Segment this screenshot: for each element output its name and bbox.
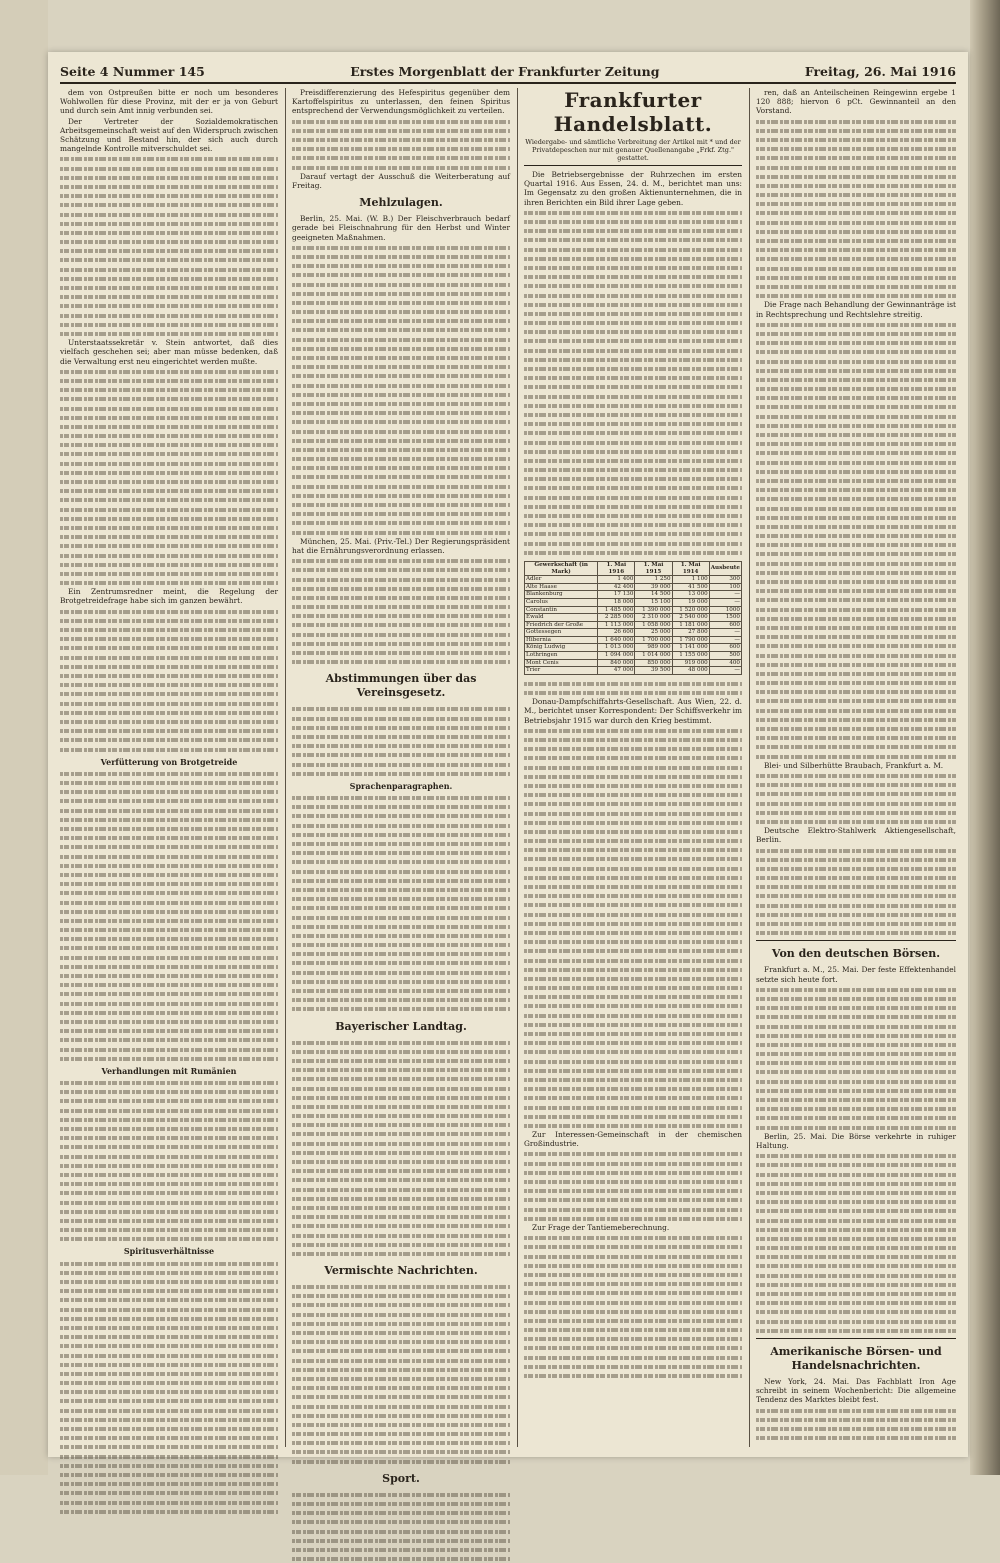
table-cell: 47 000 [598,667,635,675]
article-paragraph: Donau-Dampfschiffahrts-Gesellschaft. Aus Wien, 22. d. M., berichtet unser Korrespondent: Der Schiffsverkehr im Betriebsjahr 1915 war durch den Krieg bestimmt. [524,697,742,725]
table-cell: 26 600 [598,629,635,637]
table-cell: 2 285 000 [598,614,635,622]
table-cell: 1000 [709,606,741,614]
page-number: Seite 4 Nummer 145 [60,63,205,79]
table-row [525,629,742,637]
article-paragraph: dem von Ostpreußen bitte er noch um besonderes Wohlwollen für diese Provinz, mit der er ja von Geburt und durch sein Amt innig verbunden sei. [60,88,278,116]
table-cell: 1 520 000 [672,606,709,614]
table-header-row [525,561,742,575]
table-cell: 39 500 [635,667,672,675]
article-paragraph: Frankfurt a. M., 25. Mai. Der feste Effektenhandel setzte sich heute fort. [756,965,956,984]
article-paragraph: New York, 24. Mai. Das Fachblatt Iron Age schreibt in seinem Wochenbericht: Die allgemeine Tendenz des Marktes bleibt fest. [756,1376,956,1405]
section-heading: Verhandlungen mit Rumänien [101,1065,237,1076]
table-cell: Ewald [525,614,598,622]
table-header-cell: Ausbeute [709,561,741,575]
table-cell: 1 014 000 [635,652,672,660]
table-row [525,621,742,629]
article-paragraph: Zur Frage der Tantiemeberechnung. [532,1222,670,1232]
table-row [525,652,742,660]
article-paragraph: Preisdifferenzierung des Hefespiritus gegenüber dem Kartoffelspiritus zu unterlassen, den feinen Spiritus entsprechend der Verwendungsmöglichkeit zu verteilen. [292,88,510,116]
section-heading: Spiritusverhältnisse [123,1246,215,1257]
article-paragraph: Deutsche Elektro-Stahlwerk Aktiengesellschaft, Berlin. [756,826,956,845]
table-cell: 39 000 [635,583,672,591]
table-cell: 14 500 [635,591,672,599]
scan-binding-edge [970,0,1000,1475]
table-cell: 919 000 [672,659,709,667]
table-cell: 1 094 000 [598,652,635,660]
table-cell: 840 000 [598,659,635,667]
table-cell: — [709,598,741,606]
table-cell: 1 700 000 [635,636,672,644]
table-cell: Blankenburg [525,591,598,599]
table-cell: 1 400 [598,576,635,584]
masthead: Erstes Morgenblatt der Frankfurter Zeitung [350,63,660,79]
table-cell: 27 800 [672,629,709,637]
article-paragraph: Berlin, 25. Mai. Die Börse verkehrte in ruhiger Haltung. [756,1131,956,1150]
table-cell: — [709,667,741,675]
table-cell: 1 485 000 [598,606,635,614]
table-row [525,644,742,652]
article-paragraph: Darauf vertagt der Ausschuß die Weiterberatung auf Freitag. [292,171,510,190]
article-paragraph: München, 25. Mai. (Priv.-Tel.) Der Regierungspräsident hat die Ernährungsverordnung erlassen. [292,536,510,555]
section-heading: Bayerischer Landtag. [335,1019,467,1033]
section-heading: Verfütterung von Brotgetreide [100,756,238,767]
table-cell: Trier [525,667,598,675]
table-cell: — [709,629,741,637]
reprint-note: Wiedergabe- und sämtliche Verbreitung der Artikel mit * und der Privatdepeschen nur mit genauer Quellenangabe „Frkf. Ztg." gestattet. [524,138,742,166]
table-header-cell: 1. Mai 1916 [598,561,635,575]
page-header [60,60,956,84]
section-heading: Mehlzulagen. [359,196,443,210]
table-cell: 600 [709,644,741,652]
table-cell: 100 [709,583,741,591]
table-cell: 1 155 000 [672,652,709,660]
table-cell: 1 181 000 [672,621,709,629]
table-cell: 300 [709,576,741,584]
table-cell: — [709,636,741,644]
column-1 [60,88,278,1447]
table-cell: 25 000 [635,629,672,637]
table-cell: 2 540 000 [672,614,709,622]
section-heading: Amerikanische Börsen- und Handelsnachrichten. [770,1344,942,1372]
column-3 [524,88,742,1447]
table-cell: 1 013 000 [598,644,635,652]
table-row [525,667,742,675]
table-cell: 989 000 [635,644,672,652]
table-cell: 1 640 000 [598,636,635,644]
table-cell: 41 500 [672,583,709,591]
table-cell: 1 790 000 [672,636,709,644]
article-paragraph: Der Vertreter der Sozialdemokratischen Arbeitsgemeinschaft weist auf den Widerspruch zwischen Schätzung und Bestand hin, der sich auch durch mangelnde Kontrolle mitverschuldet sei. [60,116,278,154]
table-body [525,576,742,675]
table-cell: Lothringen [525,652,598,660]
table-cell: 600 [709,621,741,629]
gewerkschaft-table [524,561,742,675]
table-cell: 1 100 [672,576,709,584]
article-paragraph: Blei- und Silberhütte Braubach, Frankfurt a. M. [764,760,944,770]
article-paragraph: Unterstaatssekretär v. Stein antwortet, daß dies vielfach geschehen sei; aber man müsse bedenken, daß die Verwaltung erst neu eingerichtet werden mußte. [60,338,278,366]
table-cell: 850 000 [635,659,672,667]
table-row [525,576,742,584]
table-cell: Gottessegen [525,629,598,637]
section-heading: Vermischte Nachrichten. [324,1264,478,1278]
handelsblatt-title: Frankfurter Handelsblatt. [553,88,713,136]
table-header-cell: 1. Mai 1915 [635,561,672,575]
table-cell: 48 000 [672,667,709,675]
table-cell: 1 390 000 [635,606,672,614]
table-cell: 18 000 [598,598,635,606]
table-cell: — [709,591,741,599]
table-row [525,606,742,614]
section-heading: Sport. [382,1471,420,1485]
issue-date: Freitag, 26. Mai 1916 [804,63,956,79]
column-rule [749,88,750,1447]
table-header-cell: 1. Mai 1914 [672,561,709,575]
table-cell: 1 141 000 [672,644,709,652]
table-cell: 2 310 000 [635,614,672,622]
scan-left-margin [0,0,48,1475]
table-cell: Friedrich der Große [525,621,598,629]
article-paragraph: Die Frage nach Behandlung der Gewinnanträge ist in Rechtsprechung und Rechtslehre streitig. [756,300,956,319]
table-cell: 17 130 [598,591,635,599]
table-cell: 500 [709,652,741,660]
section-heading: Abstimmungen über das Vereinsgesetz. [325,672,477,700]
table-cell: 1 250 [635,576,672,584]
table-cell: Hibernia [525,636,598,644]
column-2 [292,88,510,1485]
table-cell: 1 058 000 [635,621,672,629]
table-cell: Alte Haase [525,583,598,591]
article-paragraph: Ein Zentrumsredner meint, die Regelung der Brotgetreidefrage habe sich im ganzen bewährt. [60,587,278,606]
table-cell: Carolus [525,598,598,606]
table-cell: Mont Cenis [525,659,598,667]
table-row [525,598,742,606]
table-row [525,636,742,644]
article-paragraph: Zur Interessen-Gemeinschaft in der chemischen Großindustrie. [524,1130,742,1149]
table-cell: 15 100 [635,598,672,606]
table-cell: 1 113 000 [598,621,635,629]
table-cell: Constantin [525,606,598,614]
table-header-cell: Gewerkschaft (in Mark) [525,561,598,575]
article-paragraph: ren, daß an Anteilscheinen Reingewinn ergebe 1 120 888; hiervon 6 pCt. Gewinnanteil an den Vorstand. [756,88,956,116]
table-row [525,583,742,591]
table-row [525,591,742,599]
table-cell: König Ludwig [525,644,598,652]
article-paragraph: Berlin, 25. Mai. (W. B.) Der Fleischverbrauch bedarf gerade bei Fleischnahrung für den Herbst und Winter geeigneten Maßnahmen. [292,214,510,242]
table-cell: Adler [525,576,598,584]
table-row [525,614,742,622]
section-heading: Von den deutschen Börsen. [771,947,941,961]
column-4 [756,88,956,1447]
article-paragraph: Die Betriebsergebnisse der Ruhrzechen im ersten Quartal 1916. Aus Essen, 24. d. M., berichtet man uns: Im Gegensatz zu den großen Aktienunternehmen, die in ihren Berichten ein Bild ihrer Lage geben. [524,170,742,207]
table-cell: 42 400 [598,583,635,591]
table-cell: 13 000 [672,591,709,599]
table-cell: 400 [709,659,741,667]
column-rule [517,88,518,1447]
section-heading: Sprachenparagraphen. [349,780,453,791]
table-row [525,659,742,667]
newspaper-page [48,52,968,1485]
table-cell: 1500 [709,614,741,622]
column-rule [285,88,286,1447]
table-cell: 19 000 [672,598,709,606]
